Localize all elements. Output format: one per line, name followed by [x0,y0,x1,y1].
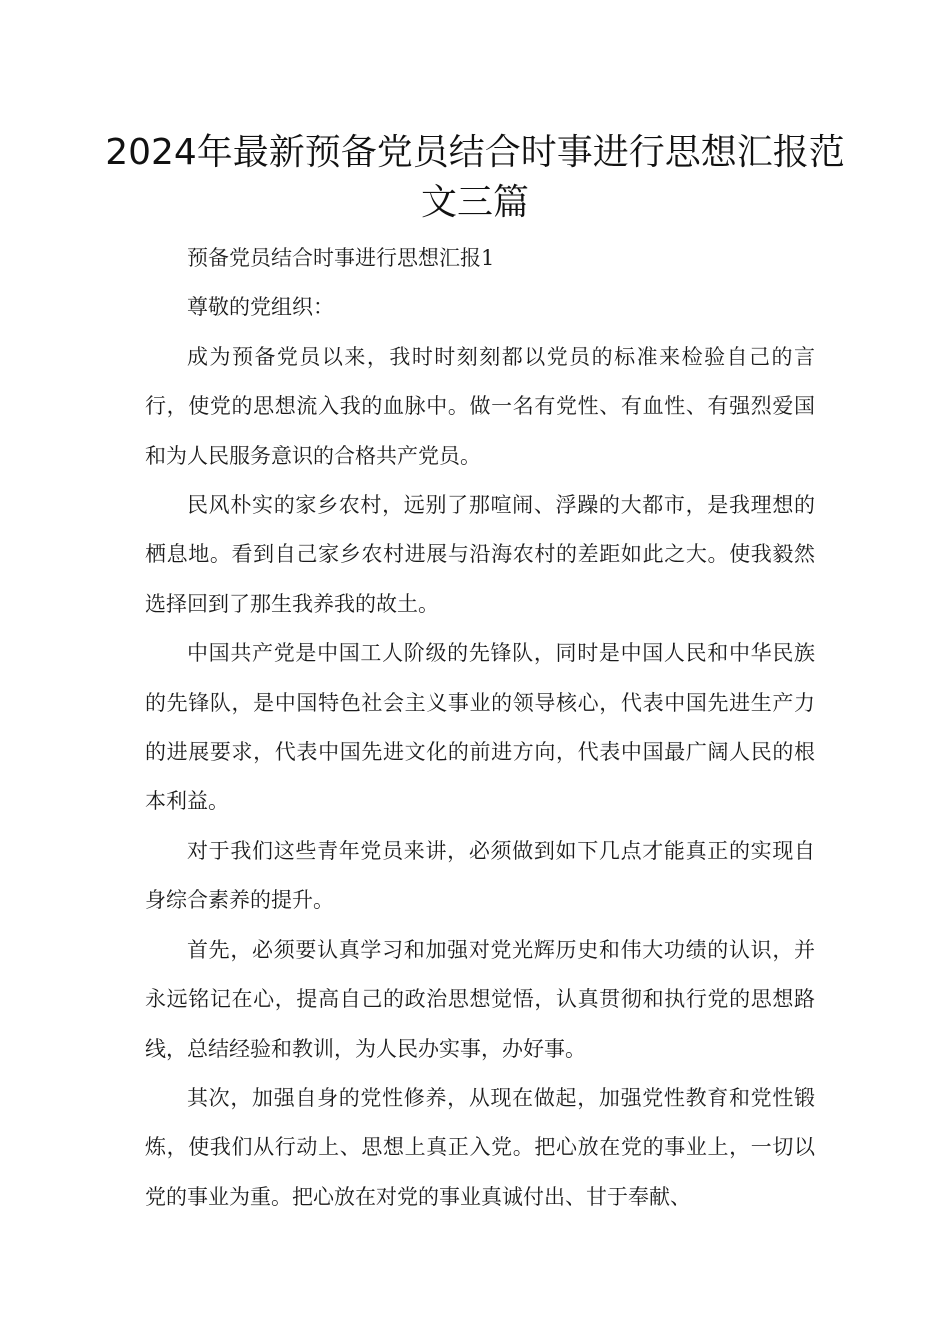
document-title: 2024年最新预备党员结合时事进行思想汇报范文三篇 [105,132,845,223]
paragraph-heading: 预备党员结合时事进行思想汇报1 [187,246,495,270]
paragraph: 中国共产党是中国工人阶级的先锋队，同时是中国人民和中华民族的先锋队，是中国特色社会主义事业的领导核心，代表中国先进生产力的进展要求，代表中国先进文化的前进方向，代表中国最广阔人民的根本利益。 [145,641,815,814]
paragraph-salutation: 尊敬的党组织： [187,295,334,320]
paragraph: 对于我们这些青年党员来讲，必须做到如下几点才能真正的实现自身综合素养的提升。 [145,838,815,913]
paragraph: 其次，加强自身的党性修养，从现在做起，加强党性教育和党性锻炼，使我们从行动上、思想上真正入党。把心放在党的事业上，一切以党的事业为重。把心放在对党的事业真诚付出、甘于奉献、 [145,1085,815,1209]
paragraph: 民风朴实的家乡农村，远别了那喧闹、浮躁的大都市，是我理想的栖息地。看到自己家乡农村进展与沿海农村的差距如此之大。使我毅然选择回到了那生我养我的故土。 [145,493,815,616]
paragraph: 首先，必须要认真学习和加强对党光辉历史和伟大功绩的认识，并永远铭记在心，提高自己的政治思想觉悟，认真贯彻和执行党的思想路线，总结经验和教训，为人民办实事，办好事。 [145,937,815,1061]
paragraph: 成为预备党员以来，我时时刻刻都以党员的标准来检验自己的言行，使党的思想流入我的血脉中。做一名有党性、有血性、有强烈爱国和为人民服务意识的合格共产党员。 [145,344,815,468]
document-body [145,234,815,1222]
